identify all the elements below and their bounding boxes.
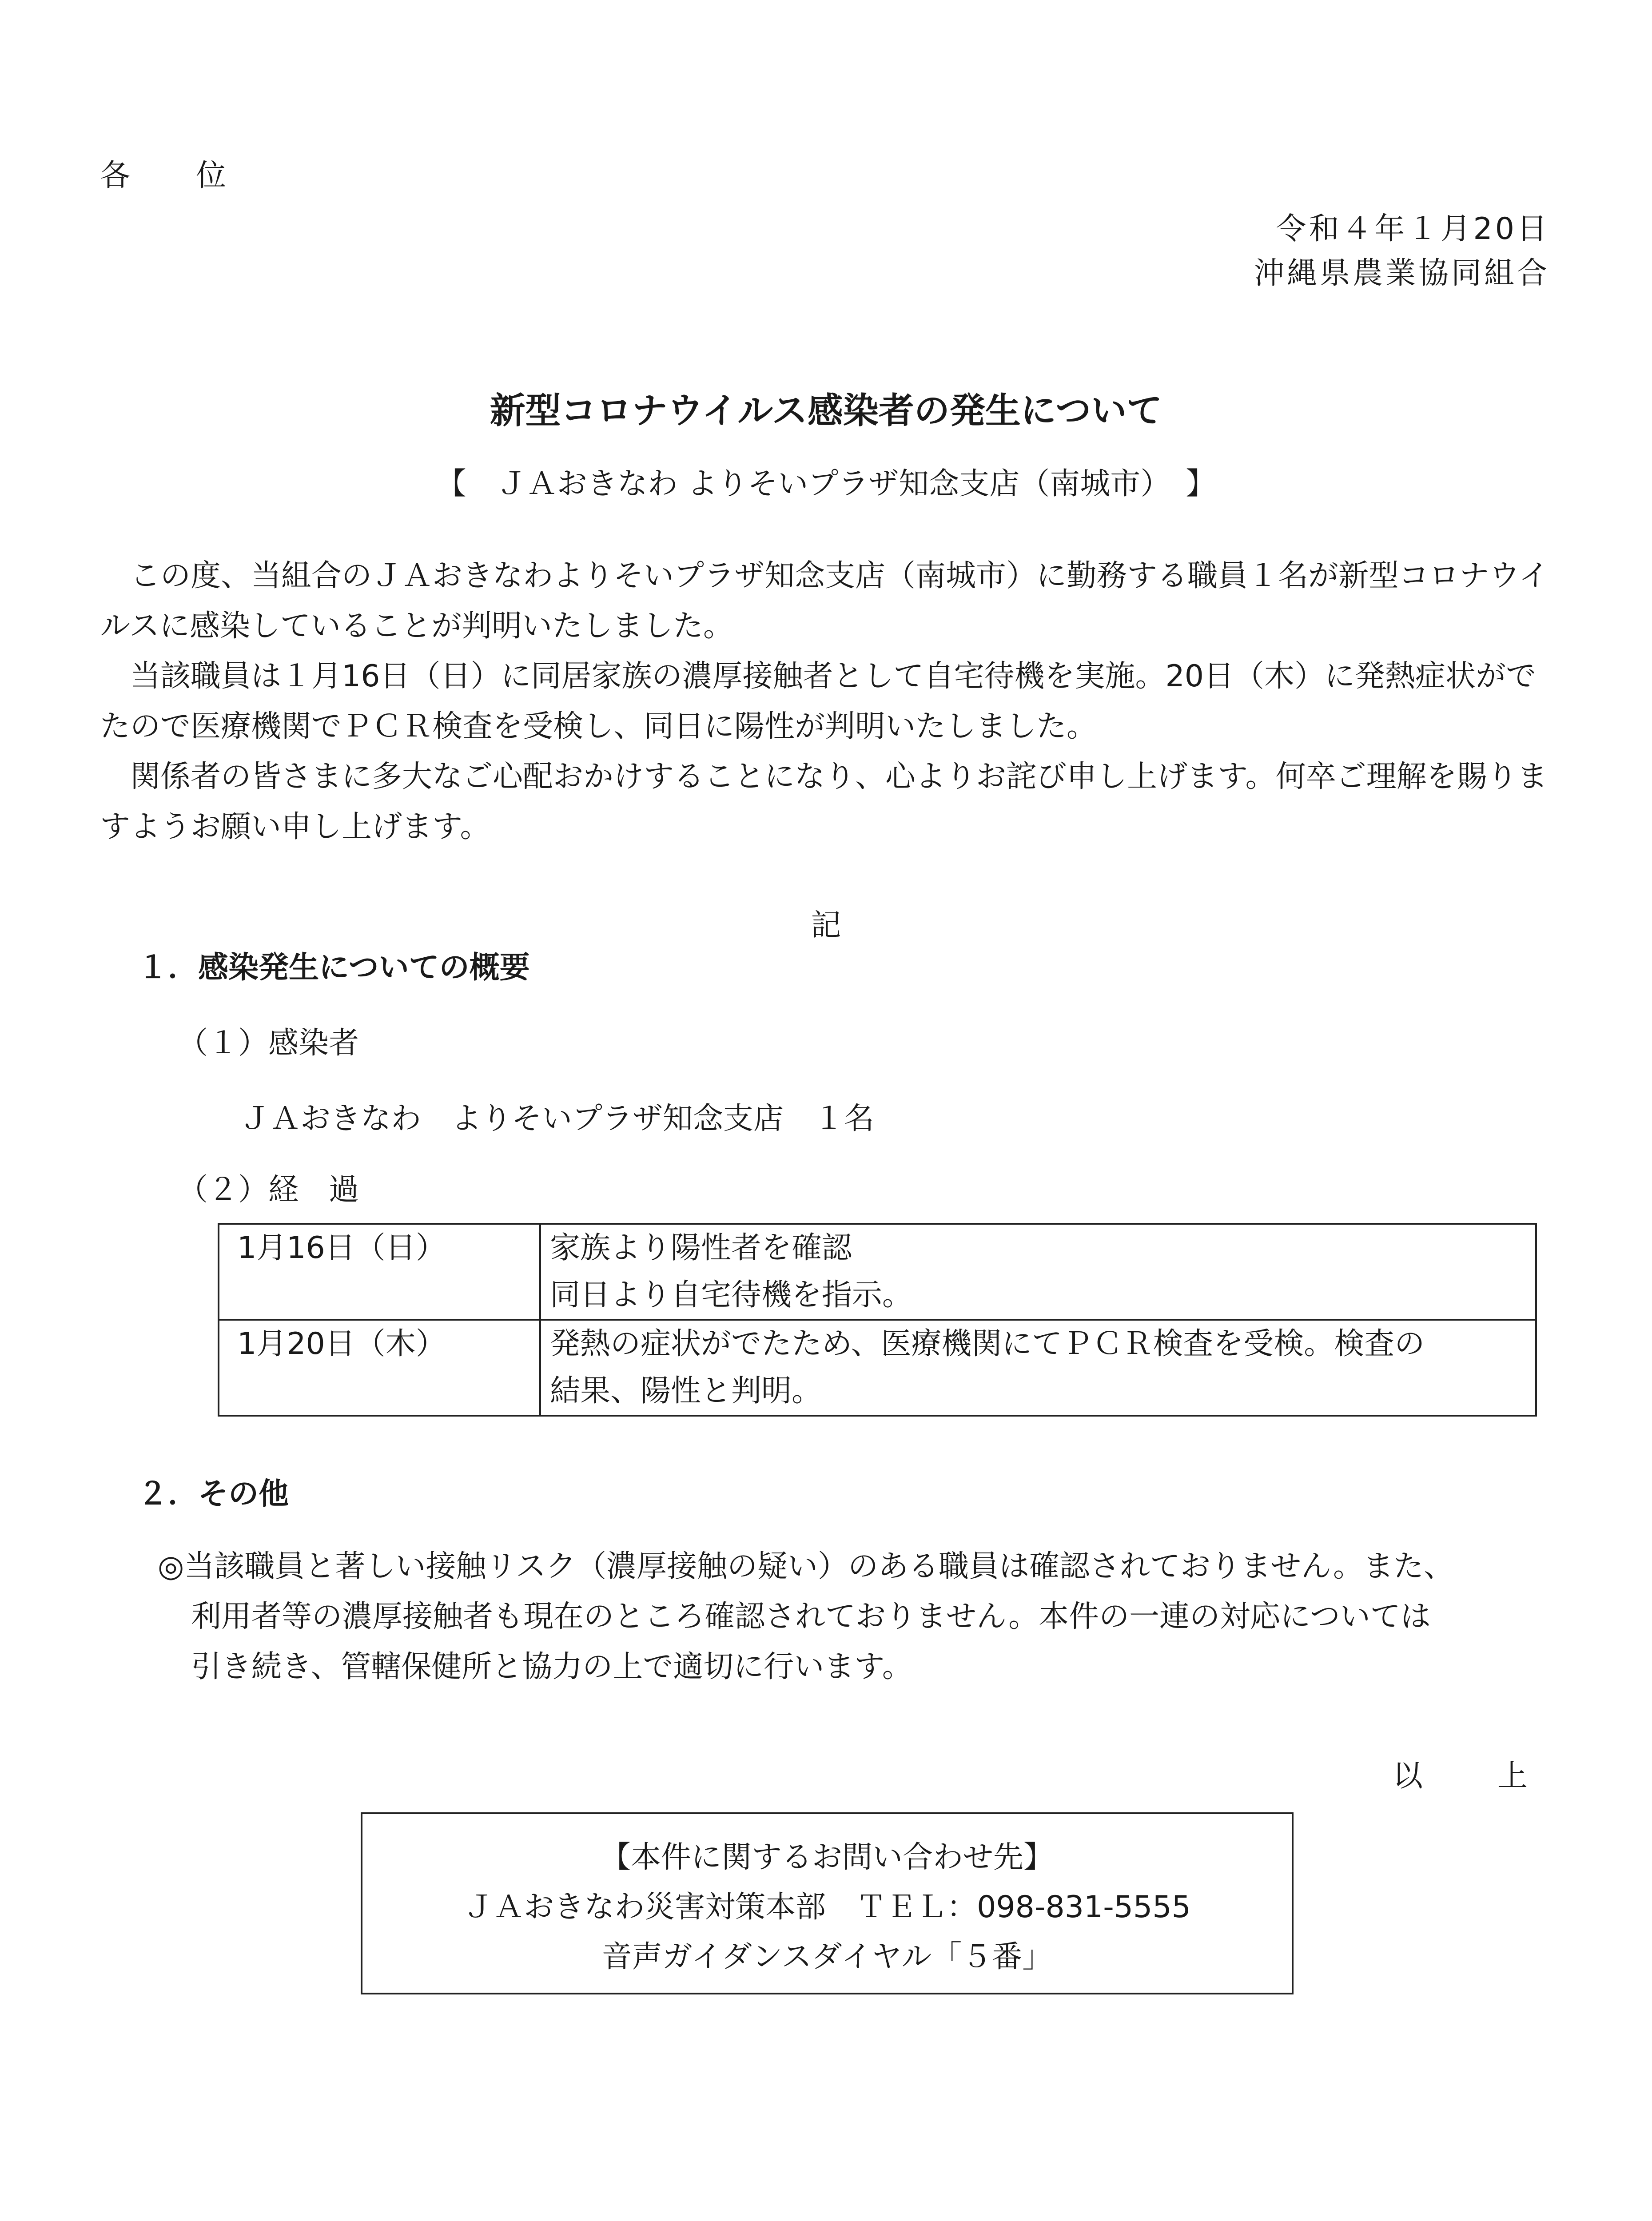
document-subtitle: 【 ＪＡおきなわ よりそいプラザ知念支店（南城市） 】 (436, 466, 1216, 502)
contact-phone: ＪＡおきなわ災害対策本部 ＴＥＬ：098-831-5555 (463, 1890, 1191, 1925)
section1-heading: １．感染発生についての概要 (138, 950, 530, 985)
timeline-detail (540, 1224, 1536, 1320)
section2-text (158, 1541, 1552, 1692)
section1-sub1-heading: （１）感染者 (178, 1026, 359, 1061)
timeline-detail-line: 結果、陽性と判明。 (550, 1373, 822, 1409)
timeline-detail-line: 家族より陽性者を確認 (550, 1230, 852, 1266)
body-paragraph: 関係者の皆さまに多大なご心配おかけすることになり、心よりお詫び申し上げます。何卒ご理解を賜りますようお願い申し上げます。 (100, 759, 1548, 844)
contact-heading: 【本件に関するお問い合わせ先】 (600, 1840, 1054, 1875)
timeline-date: 1月16日（日） (219, 1224, 540, 1320)
timeline-detail-line: 発熱の症状がでたため、医療機関にてＰＣＲ検査を受検。検査の (550, 1326, 1425, 1361)
body-paragraph: この度、当組合のＪＡおきなわよりそいプラザ知念支店（南城市）に勤務する職員１名が新型コロナウイルスに感染していることが判明いたしました。 (100, 558, 1549, 644)
document-title: 新型コロナウイルス感染者の発生について (490, 390, 1162, 431)
timeline-table (218, 1223, 1537, 1417)
section2-line: 引き続き、管轄保健所と協力の上で適切に行います。 (191, 1649, 912, 1684)
section1-sub2-heading: （２）経 過 (178, 1172, 359, 1207)
section2-line: ◎当該職員と著しい接触リスク（濃厚接触の疑い）のある職員は確認されておりません。また、 (158, 1549, 1454, 1584)
table-row (219, 1224, 1536, 1320)
timeline-detail-line: 同日より自宅待機を指示。 (550, 1278, 913, 1313)
addressee: 各 位 (100, 158, 244, 193)
organization-name: 沖縄県農業協同組合 (1254, 256, 1550, 291)
body-text (100, 551, 1550, 852)
table-row (219, 1320, 1536, 1416)
body-paragraph: 当該職員は１月16日（日）に同居家族の濃厚接触者として自宅待機を実施。20日（木）に発熱症状がでたので医療機関でＰＣＲ検査を受検し、同日に陽性が判明いたしました。 (100, 659, 1537, 744)
contact-dial: 音声ガイダンスダイヤル「５番」 (601, 1939, 1053, 1974)
issue-date: 令和４年１月20日 (1276, 211, 1550, 247)
timeline-date: 1月20日（木） (219, 1320, 540, 1416)
contact-box (361, 1812, 1294, 1994)
closing-mark: 以 上 (1392, 1759, 1550, 1794)
section2-heading: ２．その他 (138, 1477, 289, 1512)
timeline-detail (540, 1320, 1536, 1416)
ki-heading: 記 (811, 908, 841, 943)
infected-summary: ＪＡおきなわ よりそいプラザ知念支店 １名 (240, 1101, 875, 1136)
section2-line: 利用者等の濃厚接触者も現在のところ確認されておりません。本件の一連の対応については (191, 1599, 1431, 1634)
